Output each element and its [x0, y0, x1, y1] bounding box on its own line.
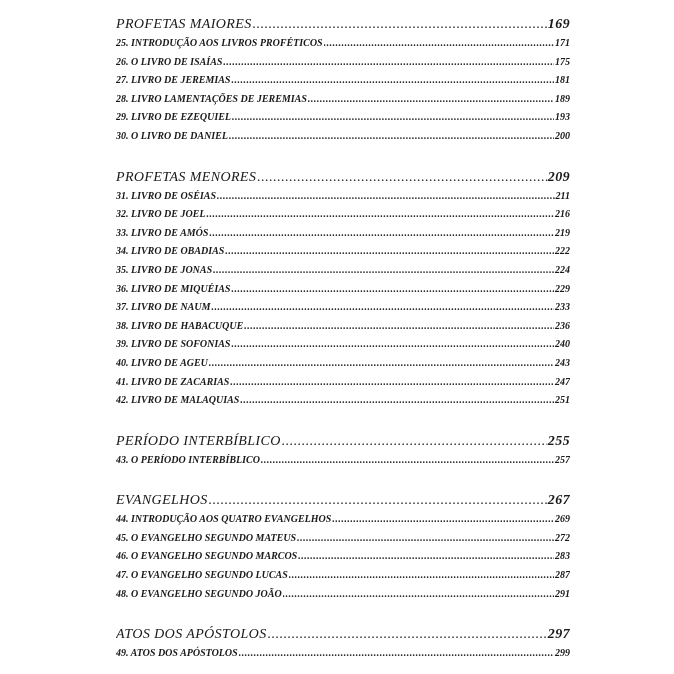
- toc-entry: [116, 262, 570, 281]
- section-title: PROFETAS MAIORES: [116, 17, 252, 32]
- entry-page: 240: [555, 339, 570, 351]
- section-page: 169: [547, 17, 570, 32]
- toc-entry: [116, 109, 570, 128]
- dot-leader: [209, 490, 547, 511]
- toc-entry: [116, 336, 570, 355]
- entry-title: 25. INTRODUÇÃO AOS LIVROS PROFÉTICOS: [116, 38, 323, 49]
- toc-entry: [116, 392, 570, 411]
- entry-page: 247: [555, 376, 570, 388]
- section-title: PROFETAS MENORES: [116, 169, 257, 185]
- dot-leader: [231, 336, 554, 355]
- toc-entry: [116, 586, 570, 605]
- toc-entry: [116, 188, 570, 207]
- entry-page: 171: [555, 38, 570, 49]
- entry-title: 27. LIVRO DE JEREMIAS: [116, 75, 231, 87]
- toc-entry: [116, 72, 570, 91]
- dot-leader: [211, 299, 554, 318]
- toc-section: [116, 624, 570, 664]
- entry-title: 33. LIVRO DE AMÓS: [116, 227, 209, 239]
- toc-entry: [116, 91, 570, 110]
- toc-entry: [116, 243, 570, 262]
- entry-page: 222: [555, 246, 570, 258]
- entry-page: 233: [555, 302, 570, 314]
- section-heading: [116, 14, 570, 35]
- entry-title: 48. O EVANGELHO SEGUNDO JOÃO: [116, 588, 282, 600]
- dot-leader: [282, 431, 547, 452]
- entry-title: 30. O LIVRO DE DANIEL: [116, 130, 228, 142]
- dot-leader: [257, 167, 547, 188]
- entry-page: 224: [555, 264, 570, 276]
- dot-leader: [209, 355, 554, 374]
- section-heading: [116, 431, 570, 452]
- entry-page: 299: [555, 648, 570, 660]
- entry-page: 243: [555, 357, 570, 369]
- dot-leader: [240, 392, 554, 411]
- toc-entry: [116, 54, 570, 73]
- section-page: 255: [547, 433, 570, 449]
- toc-entry: [116, 511, 570, 530]
- entry-page: 272: [555, 532, 570, 544]
- entry-page: 189: [555, 93, 570, 105]
- entry-title: 41. LIVRO DE ZACARIAS: [116, 376, 230, 388]
- dot-leader: [209, 225, 554, 244]
- section-page: 209: [547, 169, 570, 185]
- section-page: 297: [547, 627, 570, 643]
- toc-section: [116, 431, 570, 471]
- section-heading: [116, 624, 570, 645]
- dot-leader: [223, 54, 554, 73]
- entry-title: 44. INTRODUÇÃO AOS QUATRO EVANGELHOS: [116, 514, 332, 526]
- entry-title: 36. LIVRO DE MIQUÉIAS: [116, 283, 231, 295]
- dot-leader: [231, 72, 554, 91]
- entry-title: 49. ATOS DOS APÓSTOLOS: [116, 648, 238, 660]
- dot-leader: [239, 645, 554, 664]
- entry-title: 26. O LIVRO DE ISAÍAS: [116, 56, 223, 68]
- table-of-contents: [116, 14, 570, 664]
- dot-leader: [324, 35, 554, 54]
- entry-page: 200: [555, 130, 570, 142]
- toc-entry: [116, 318, 570, 337]
- toc-entry: [116, 206, 570, 225]
- entry-title: 47. O EVANGELHO SEGUNDO LUCAS: [116, 570, 288, 582]
- entry-title: 42. LIVRO DE MALAQUIAS: [116, 395, 240, 407]
- entry-page: 287: [555, 570, 570, 582]
- toc-entry: [116, 374, 570, 393]
- entry-page: 219: [555, 227, 570, 239]
- toc-entry: [116, 35, 570, 54]
- entry-page: 257: [555, 454, 570, 466]
- entry-title: 28. LIVRO LAMENTAÇÕES DE JEREMIAS: [116, 93, 307, 105]
- dot-leader: [213, 262, 554, 281]
- toc-entry: [116, 452, 570, 471]
- dot-leader: [332, 511, 554, 530]
- entry-page: 175: [555, 56, 570, 68]
- toc-entry: [116, 567, 570, 586]
- toc-entry: [116, 355, 570, 374]
- toc-entry: [116, 281, 570, 300]
- dot-leader: [244, 318, 554, 337]
- toc-entry: [116, 128, 570, 147]
- entry-title: 29. LIVRO DE EZEQUIEL: [116, 112, 232, 124]
- entry-page: 236: [555, 320, 570, 332]
- dot-leader: [253, 14, 547, 35]
- toc-entry: [116, 548, 570, 567]
- entry-title: 39. LIVRO DE SOFONIAS: [116, 339, 231, 351]
- dot-leader: [298, 548, 554, 567]
- dot-leader: [283, 586, 554, 605]
- entry-page: 251: [555, 395, 570, 407]
- entry-title: 35. LIVRO DE JONAS: [116, 264, 213, 276]
- section-title: PERÍODO INTERBÍBLICO: [116, 433, 281, 449]
- entry-page: 193: [555, 112, 570, 124]
- entry-title: 45. O EVANGELHO SEGUNDO MATEUS: [116, 532, 297, 544]
- entry-title: 38. LIVRO DE HABACUQUE: [116, 320, 244, 332]
- section-page: 267: [547, 493, 570, 509]
- entry-title: 31. LIVRO DE OSÉIAS: [116, 190, 217, 202]
- dot-leader: [289, 567, 554, 586]
- dot-leader: [206, 206, 554, 225]
- dot-leader: [225, 243, 554, 262]
- toc-section: [116, 490, 570, 604]
- toc-entry: [116, 299, 570, 318]
- entry-title: 43. O PERÍODO INTERBÍBLICO: [116, 454, 260, 466]
- entry-title: 34. LIVRO DE OBADIAS: [116, 246, 225, 258]
- dot-leader: [297, 530, 554, 549]
- dot-leader: [231, 281, 554, 300]
- entry-title: 32. LIVRO DE JOEL: [116, 209, 206, 221]
- entry-page: 181: [555, 75, 570, 87]
- entry-page: 211: [555, 190, 570, 202]
- section-heading: [116, 490, 570, 511]
- dot-leader: [230, 374, 554, 393]
- toc-section: [116, 167, 570, 411]
- dot-leader: [308, 91, 554, 110]
- toc-entry: [116, 645, 570, 664]
- entry-page: 229: [555, 283, 570, 295]
- entry-title: 40. LIVRO DE AGEU: [116, 357, 208, 369]
- dot-leader: [268, 624, 547, 645]
- toc-entry: [116, 225, 570, 244]
- dot-leader: [261, 452, 554, 471]
- dot-leader: [232, 109, 554, 128]
- toc-entry: [116, 530, 570, 549]
- entry-title: 46. O EVANGELHO SEGUNDO MARCOS: [116, 551, 298, 563]
- entry-page: 291: [555, 588, 570, 600]
- dot-leader: [217, 188, 555, 207]
- section-heading: [116, 167, 570, 188]
- toc-section: [116, 14, 570, 147]
- dot-leader: [229, 128, 554, 147]
- entry-page: 283: [555, 551, 570, 563]
- entry-page: 269: [555, 514, 570, 526]
- section-title: EVANGELHOS: [116, 493, 208, 509]
- entry-title: 37. LIVRO DE NAUM: [116, 302, 211, 314]
- entry-page: 216: [555, 209, 570, 221]
- section-title: ATOS DOS APÓSTOLOS: [116, 627, 267, 643]
